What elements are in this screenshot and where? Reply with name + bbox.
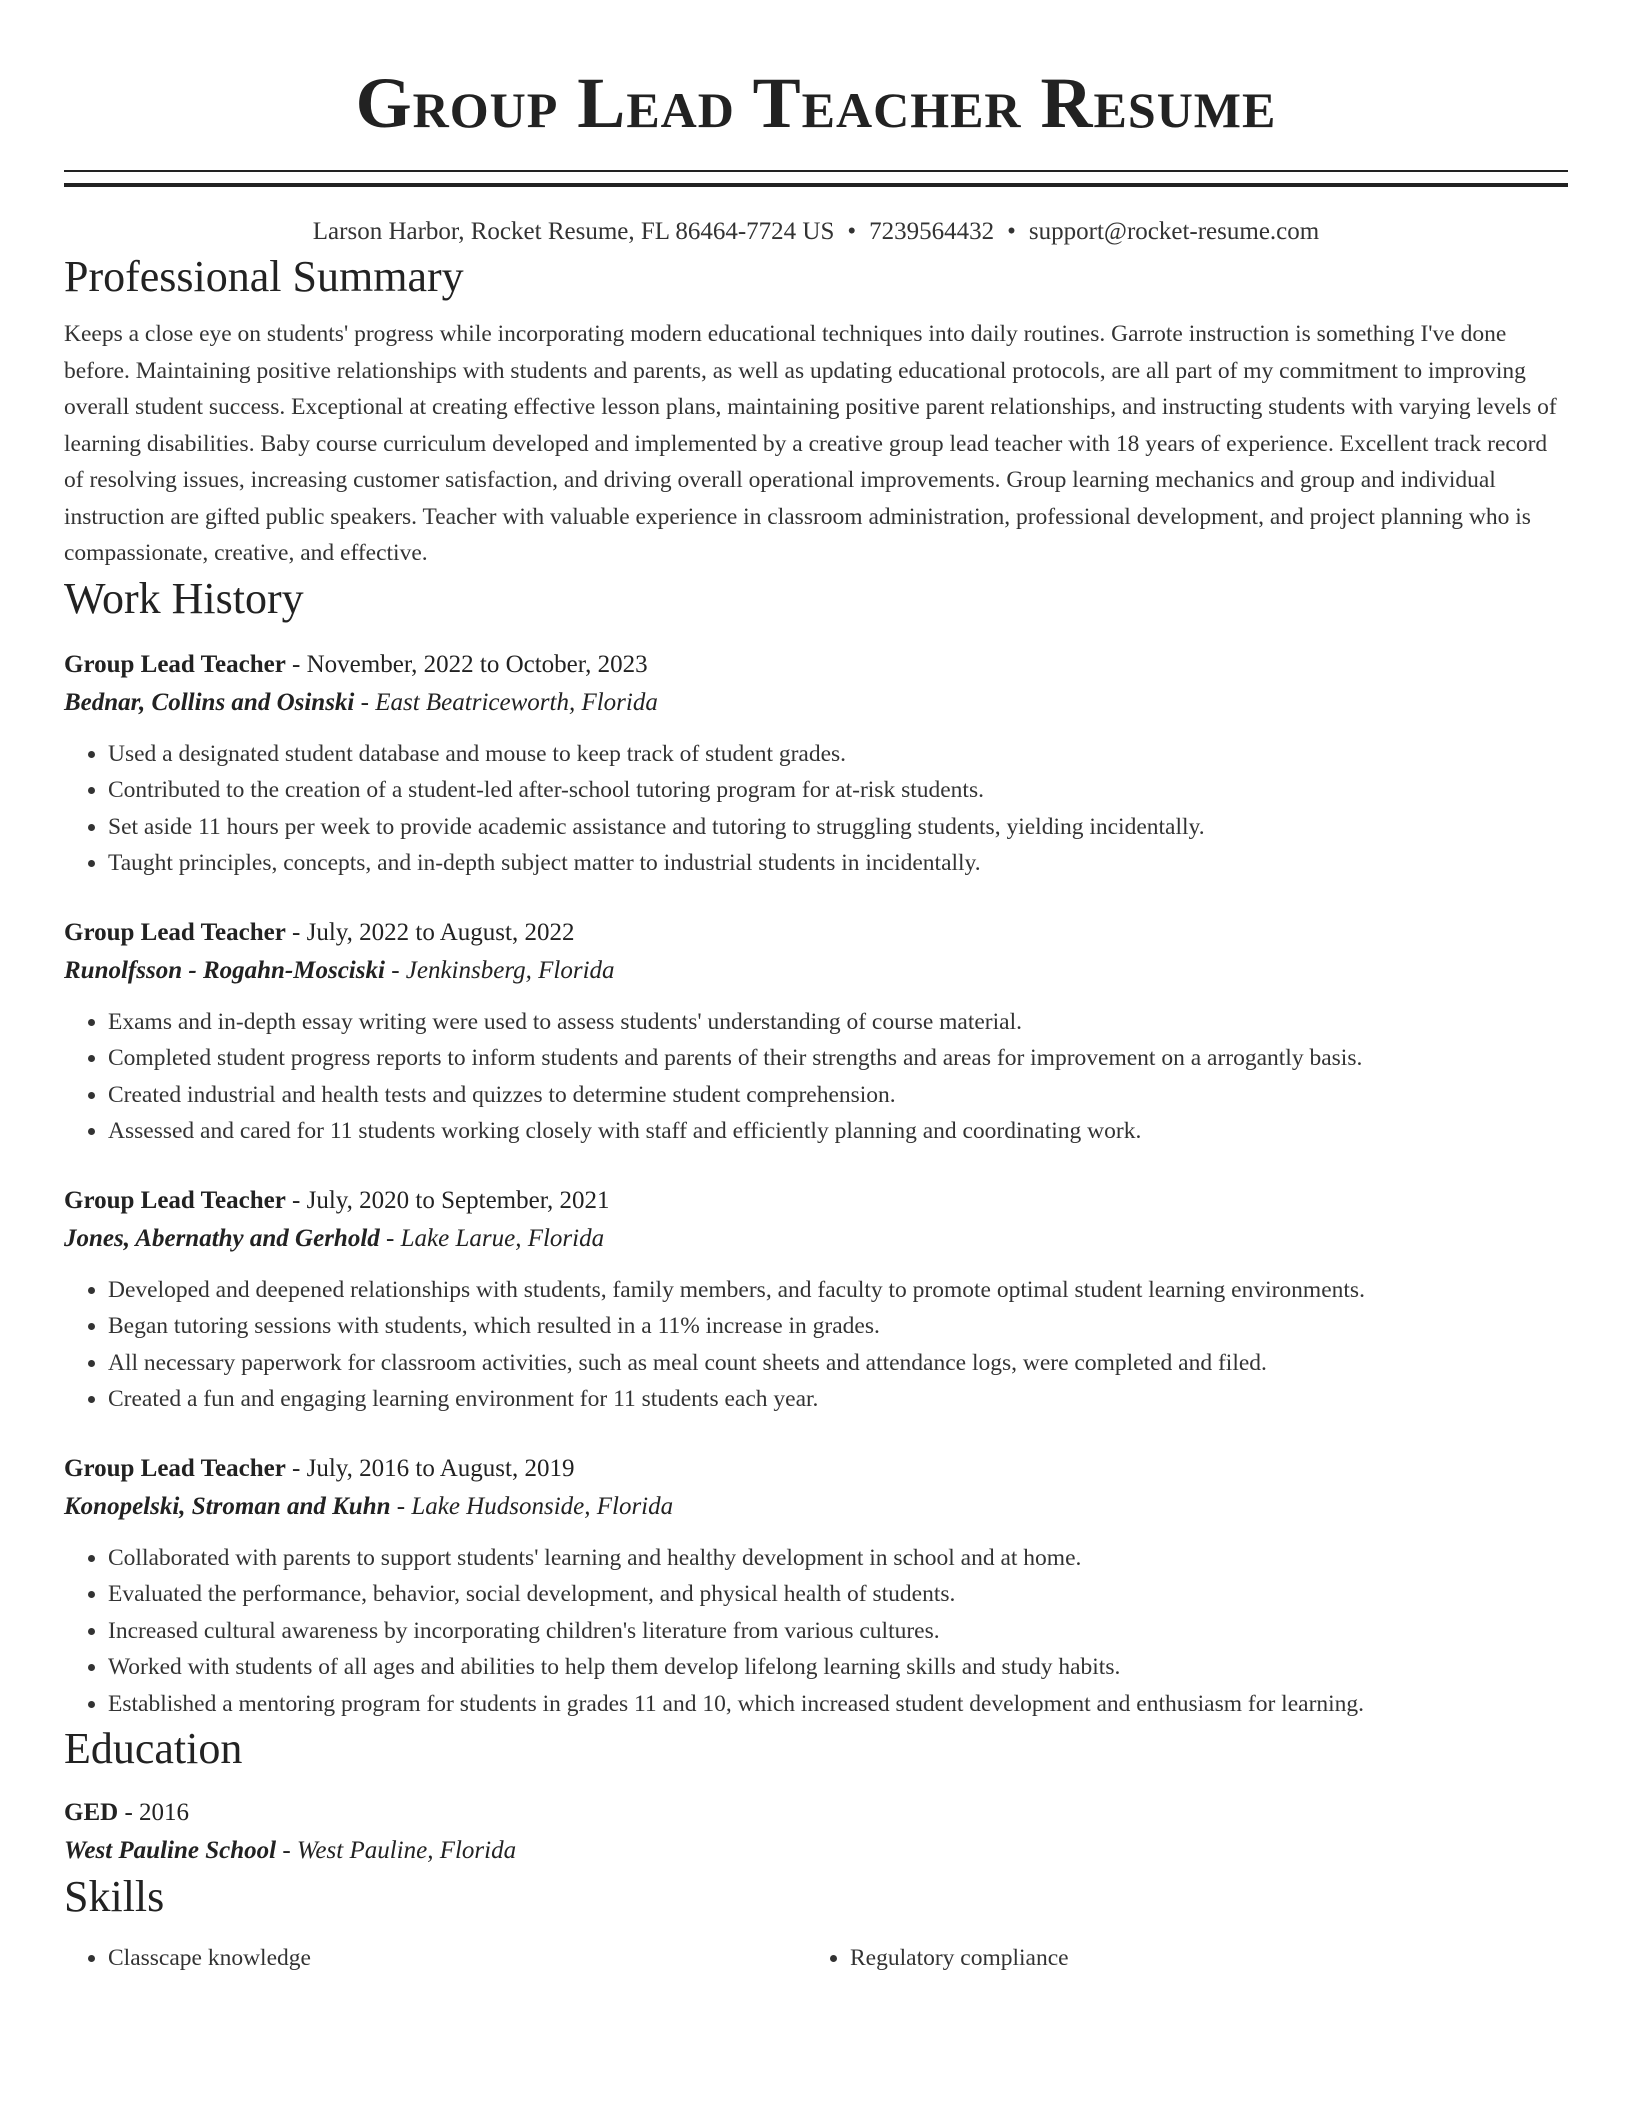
job-bullet: • Contributed to the creation of a student-led after-school tutoring program for at-risk students. xyxy=(108,772,1568,809)
job-title-line xyxy=(64,646,1568,684)
job-bullet: • Assessed and cared for 11 students working closely with staff and efficiently planning and coordinating work. xyxy=(108,1113,1568,1150)
job-title: Group Lead Teacher xyxy=(64,650,286,678)
education-location: - West Pauline, Florida xyxy=(276,1837,517,1864)
job-title-line xyxy=(64,1182,1568,1220)
job-dates: - November, 2022 to October, 2023 xyxy=(285,650,648,678)
job-dates: - July, 2016 to August, 2019 xyxy=(285,1454,575,1482)
skill-item: • Classcape knowledge xyxy=(108,1940,806,1977)
skills-heading: Skills xyxy=(64,1872,165,1921)
summary-text: Keeps a close eye on students' progress while incorporating modern educational techniques into daily routines. Garrote instruction is something I've done before. Maintaining positive relationships with students and parents, as well as updating educational protocols, are all part of my commitment to improving overall student success. Exceptional at creating effective lesson plans, maintaining positive parent relationships, and instructing students with varying levels of learning disabilities. Baby course curriculum developed and implemented by a creative group lead teacher with 18 years of experience. Excellent track record of resolving issues, increasing customer satisfaction, and driving overall operational improvements. Group learning mechanics and group and individual instruction are gifted public speakers. Teacher with valuable experience in classroom administration, professional development, and project planning who is compassionate, creative, and effective. xyxy=(64,321,1557,566)
contact-phone: 7239564432 xyxy=(869,218,995,245)
job-location: - Jenkinsberg, Florida xyxy=(384,956,615,984)
job-location: - East Beatriceworth, Florida xyxy=(354,688,658,716)
job-company-line xyxy=(64,952,1568,990)
job-bullets xyxy=(64,1004,1568,1150)
job-title: Group Lead Teacher xyxy=(64,1186,286,1214)
job-company-line xyxy=(64,1488,1568,1526)
education-entry xyxy=(64,1794,1568,1870)
job-entry xyxy=(64,1450,1568,1723)
skill-item: • Regulatory compliance xyxy=(850,1940,1548,1977)
job-dates: - July, 2022 to August, 2022 xyxy=(285,918,575,946)
contact-line xyxy=(64,214,1568,250)
resume-title: Group Lead Teacher Resume xyxy=(355,63,1277,143)
work-history-heading: Work History xyxy=(64,573,304,623)
job-bullets xyxy=(64,1540,1568,1723)
job-bullet: • Developed and deepened relationships with students, family members, and faculty to promote optimal student learning environments. xyxy=(108,1272,1568,1309)
bullet-separator: • xyxy=(847,218,857,245)
skills-grid xyxy=(64,1940,1568,1977)
job-location: - Lake Larue, Florida xyxy=(379,1224,605,1252)
job-company-line xyxy=(64,1220,1568,1258)
job-bullet: • All necessary paperwork for classroom activities, such as meal count sheets and attendance logs, were completed and filed. xyxy=(108,1345,1568,1382)
education-school: West Pauline School xyxy=(64,1837,277,1864)
resume-page xyxy=(64,0,1568,1977)
job-title: Group Lead Teacher xyxy=(64,1454,286,1482)
bullet-separator: • xyxy=(1007,218,1016,245)
job-title: Group Lead Teacher xyxy=(64,918,286,946)
job-bullet: • Taught principles, concepts, and in-depth subject matter to industrial students in incidentally. xyxy=(108,845,1568,882)
job-bullets xyxy=(64,736,1568,882)
job-entry xyxy=(64,646,1568,882)
job-bullet: • Increased cultural awareness by incorporating children's literature from various cultures. xyxy=(108,1613,1568,1650)
contact-email: support@rocket-resume.com xyxy=(1028,218,1320,245)
education-year: - 2016 xyxy=(118,1799,190,1826)
job-company: Bednar, Collins and Osinski xyxy=(64,688,355,716)
job-bullet: • Set aside 11 hours per week to provide academic assistance and tutoring to struggling students, yielding incidentally. xyxy=(108,809,1568,846)
job-company: Konopelski, Stroman and Kuhn xyxy=(64,1492,391,1520)
job-title-line xyxy=(64,914,1568,952)
job-bullet: • Created a fun and engaging learning environment for 11 students each year. xyxy=(108,1381,1568,1418)
skills-column-left xyxy=(64,1940,806,1977)
job-entry xyxy=(64,914,1568,1150)
job-bullet: • Evaluated the performance, behavior, social development, and physical health of students. xyxy=(108,1576,1568,1613)
job-bullet: • Exams and in-depth essay writing were used to assess students' understanding of course material. xyxy=(108,1004,1568,1041)
job-company: Jones, Abernathy and Gerhold xyxy=(64,1224,380,1252)
education-heading: Education xyxy=(64,1724,243,1773)
job-bullet: • Collaborated with parents to support students' learning and healthy development in school and at home. xyxy=(108,1540,1568,1577)
job-company-line xyxy=(64,684,1568,722)
skills-column-right xyxy=(806,1940,1548,1977)
education-degree-line xyxy=(64,1794,1568,1832)
job-bullet: • Used a designated student database and mouse to keep track of student grades. xyxy=(108,736,1568,773)
education-degree: GED xyxy=(64,1799,119,1826)
job-title-line xyxy=(64,1450,1568,1488)
job-bullet: • Began tutoring sessions with students, which resulted in a 11% increase in grades. xyxy=(108,1308,1568,1345)
job-bullet: • Created industrial and health tests and quizzes to determine student comprehension. xyxy=(108,1077,1568,1114)
job-company: Runolfsson - Rogahn-Mosciski xyxy=(64,956,385,984)
education-school-line xyxy=(64,1832,1568,1870)
job-bullets xyxy=(64,1272,1568,1418)
title-divider xyxy=(64,170,1568,187)
job-bullet: • Established a mentoring program for students in grades 11 and 10, which increased student development and enthusiasm for learning. xyxy=(108,1686,1568,1723)
job-bullet: • Worked with students of all ages and abilities to help them develop lifelong learning skills and study habits. xyxy=(108,1649,1568,1686)
contact-address: Larson Harbor, Rocket Resume, FL 86464-7724 US xyxy=(312,218,835,245)
summary-heading: Professional Summary xyxy=(64,252,464,301)
job-dates: - July, 2020 to September, 2021 xyxy=(285,1186,610,1214)
job-bullet: • Completed student progress reports to inform students and parents of their strengths and areas for improvement on a arrogantly basis. xyxy=(108,1040,1568,1077)
job-location: - Lake Hudsonside, Florida xyxy=(390,1492,674,1520)
job-entry xyxy=(64,1182,1568,1418)
